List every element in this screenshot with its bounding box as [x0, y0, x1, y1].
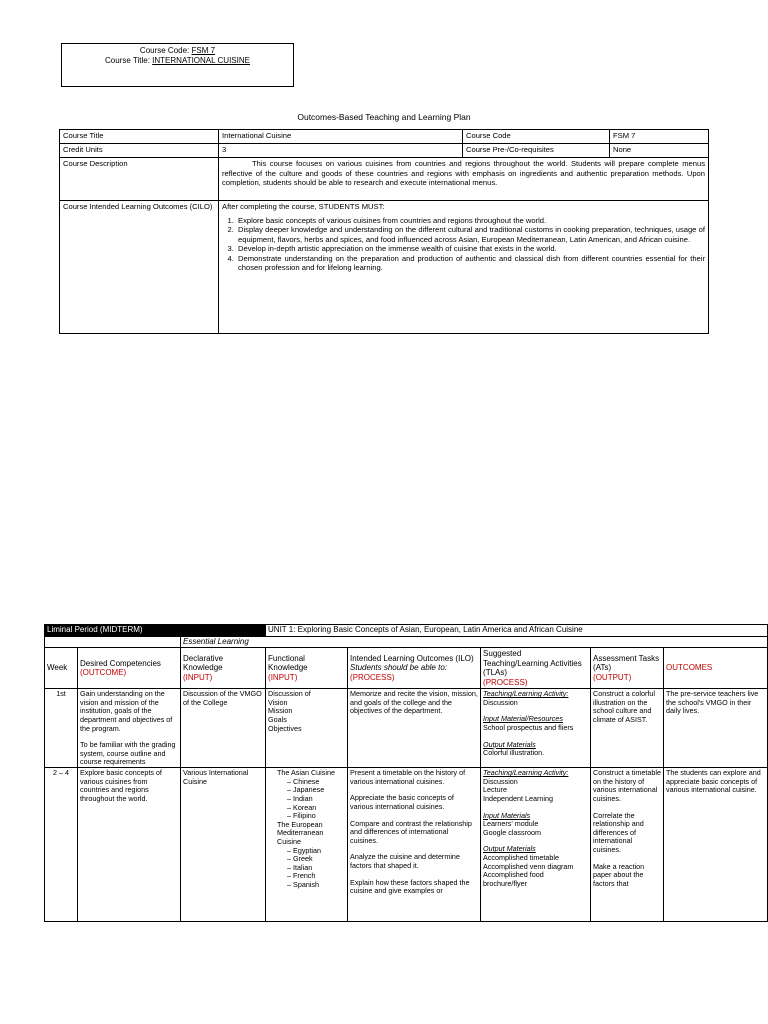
credit-units-value-cell: 3 [219, 144, 463, 158]
info-row-description [60, 158, 709, 201]
input-value: Learners' module [483, 819, 539, 829]
cilo-label-cell: Course Intended Learning Outcomes (CILO) [60, 201, 219, 334]
input-label: Input Material/Resources [483, 714, 563, 724]
course-code-value-cell: FSM 7 [610, 130, 709, 144]
declarative-header-label: Declarative Knowledge [183, 653, 224, 673]
declarative-cell: Discussion of the VMGO of the College [181, 689, 266, 768]
description-value-cell: This course focuses on various cuisines from countries and regions throughout the world. Students will prepare complete menus reflective of the culture and goods of these countries and regions with emphasis on ingredients and authentic preparation methods. Upon completion, students should be able to research and execute international menus. [219, 158, 709, 201]
at-item: Correlate the relationship and differences of international cuisines. [593, 810, 644, 854]
table-row [45, 689, 768, 768]
description-label-cell: Course Description [60, 158, 219, 201]
functional-subitem: – Greek [287, 855, 345, 864]
ilo-header-label: Intended Learning Outcomes (ILO) [350, 653, 474, 663]
essential-row [45, 636, 768, 648]
course-code-label: Course Code: [139, 46, 190, 55]
info-row-cilo [60, 201, 709, 334]
functional-header-label: Functional Knowledge [268, 653, 308, 673]
tla-value: Independent Learning [483, 793, 553, 803]
functional-item: Goals [268, 714, 287, 724]
ilo-header-sub: Students should be able to: [350, 663, 447, 673]
period-row [45, 625, 768, 637]
output-label: Output Materials [483, 844, 536, 854]
week-header: Week [45, 648, 78, 689]
functional-item: Objectives [268, 723, 302, 733]
ilo-item: Analyze the cuisine and determine factors that shaped it. [350, 852, 460, 870]
at-header-tag: (OUTPUT) [593, 672, 632, 682]
output-value: Accomplished food brochure/flyer [483, 870, 544, 888]
ilo-item: Explain how these factors shaped the cuisine and give examples or [350, 877, 470, 896]
ilo-header-tag: (PROCESS) [350, 672, 395, 682]
functional-subitem: – Italian [287, 864, 345, 873]
functional-subitem: – Egyptian [287, 847, 345, 856]
functional-item: Mission [268, 706, 293, 716]
tla-cell [481, 689, 591, 768]
cilo-item: 2. Display deeper knowledge and understanding on the different cultural and traditional customs in cooking preparation, techniques, usage of equipment, flavors, herbs and spices, and food influenced across Asian, European Mediterranean, Latin American, and African cuisine. [236, 225, 705, 244]
input-value: Google classroom [483, 827, 541, 837]
cilo-intro: After completing the course, STUDENTS MUST: [222, 202, 385, 211]
declarative-cell: Various International Cuisine [181, 768, 266, 922]
course-title-value: INTERNATIONAL CUISINE [152, 56, 250, 65]
at-item: Construct a timetable on the history of various international cuisines. [593, 769, 661, 803]
week-cell: 1st [45, 689, 78, 768]
functional-header-tag: (INPUT) [268, 672, 298, 682]
prereq-label-cell: Course Pre-/Co-requisites [463, 144, 610, 158]
tla-cell [481, 768, 591, 922]
competencies-cell [78, 689, 181, 768]
functional-subitem: – French [287, 872, 345, 881]
group-label: The Asian Cuisine [277, 769, 335, 778]
cilo-item: 4. Demonstrate understanding on the preparation and production of authentic and classical dish from different countries essential for their chosen profession and for lifelong learning. [236, 254, 705, 273]
functional-list [268, 769, 345, 889]
cilo-value-cell [219, 201, 709, 334]
competencies-header-label: Desired Competencies [80, 658, 161, 668]
tla-value: Discussion [483, 697, 518, 707]
outcome-cell: The students can explore and appreciate basic concepts of various international cuisine. [664, 768, 768, 922]
ilo-header [348, 648, 481, 689]
course-title-label: Course Title: [105, 56, 150, 65]
course-title-line [62, 56, 293, 66]
course-code-line [62, 46, 293, 56]
output-value: Colorful illustration. [483, 748, 545, 758]
course-code-value: FSM 7 [191, 46, 216, 55]
tla-label: Teaching/Learning Activity: [483, 769, 569, 778]
tla-label: Teaching/Learning Activity: [483, 689, 569, 699]
functional-cell [266, 768, 348, 922]
declarative-header [181, 648, 266, 689]
functional-subitem: – Japanese [287, 786, 345, 795]
tla-header [481, 648, 591, 689]
output-label: Output Materials [483, 739, 536, 749]
group-label: The European Mediterranean Cuisine [277, 819, 324, 846]
tla-header-label: Suggested Teaching/Learning Activities (TLAs) [483, 649, 582, 678]
prereq-value-cell: None [610, 144, 709, 158]
competency-text: To be familiar with the grading system, course outline and course requirements [80, 740, 176, 767]
input-label: Input Materials [483, 810, 531, 820]
input-value: School prospectus and fliers [483, 722, 574, 732]
tla-value: Discussion [483, 776, 518, 786]
course-info-table [59, 129, 709, 334]
essential-learning-cell: Essential Learning [181, 636, 768, 648]
ilo-cell: Memorize and recite the vision, mission, and goals of the college and the objectives of the department. [348, 689, 481, 768]
functional-subitem: – Spanish [287, 881, 345, 890]
tla-value: Lecture [483, 785, 508, 795]
at-cell: Construct a colorful illustration on the school culture and climate of ASIST. [591, 689, 664, 768]
ilo-item: Compare and contrast the relationship and differences of international cuisines. [350, 818, 472, 845]
blank-cell [45, 636, 181, 648]
cilo-item: 1. Explore basic concepts of various cuisines from countries and regions throughout the world. [236, 216, 705, 226]
competencies-header-tag: (OUTCOME) [80, 668, 127, 678]
at-header-label: Assessment Tasks (ATs) [593, 653, 660, 673]
competencies-cell: Explore basic concepts of various cuisines from countries and regions throughout the world. [78, 768, 181, 922]
output-value: Accomplished venn diagram [483, 861, 574, 871]
outcomes-header: OUTCOMES [664, 648, 768, 689]
competencies-header [78, 648, 181, 689]
ilo-item: Present a timetable on the history of various international cuisines. [350, 769, 466, 786]
info-row-title [60, 130, 709, 144]
functional-subitem: – Korean [287, 804, 345, 813]
declarative-header-tag: (INPUT) [183, 672, 213, 682]
course-code-label-cell: Course Code [463, 130, 610, 144]
cilo-list [222, 216, 705, 273]
functional-group [277, 769, 345, 821]
table-row [45, 768, 768, 922]
functional-item: Discussion of [268, 689, 311, 699]
at-header [591, 648, 664, 689]
output-value: Accomplished timetable [483, 852, 559, 862]
at-item: Make a reaction paper about the factors that [593, 861, 645, 888]
cilo-item: 3. Develop in-depth artistic appreciation on the immense wealth of cuisine that exists in the world. [236, 244, 705, 254]
competency-text: Gain understanding on the vision and mission of the institution, goals of the department and objectives of the program. [80, 690, 173, 733]
ilo-item: Appreciate the basic concepts of various international cuisines. [350, 793, 454, 811]
functional-subitem: – Filipino [287, 812, 345, 821]
week-cell: 2 – 4 [45, 768, 78, 922]
functional-subitem: – Chinese [287, 778, 345, 787]
functional-item: Vision [268, 697, 288, 707]
unit-cell: UNIT 1: Exploring Basic Concepts of Asian, European, Latin America and African Cuisine [266, 625, 768, 637]
header-row [45, 648, 768, 689]
course-title-label-cell: Course Title [60, 130, 219, 144]
plan-title: Outcomes-Based Teaching and Learning Plan [297, 112, 471, 122]
course-code-box [61, 43, 294, 87]
info-row-units [60, 144, 709, 158]
at-cell [591, 768, 664, 922]
teaching-plan-table [44, 624, 768, 922]
tla-header-tag: (PROCESS) [483, 677, 528, 687]
outcome-cell: The pre-service teachers live the school's VMGO in their daily lives. [664, 689, 768, 768]
functional-header [266, 648, 348, 689]
course-title-value-cell: International Cuisine [219, 130, 463, 144]
period-cell: Liminal Period (MIDTERM) [45, 625, 266, 637]
functional-group [277, 821, 345, 890]
ilo-cell [348, 768, 481, 922]
credit-units-label-cell: Credit Units [60, 144, 219, 158]
functional-subitem: – Indian [287, 795, 345, 804]
functional-cell [266, 689, 348, 768]
